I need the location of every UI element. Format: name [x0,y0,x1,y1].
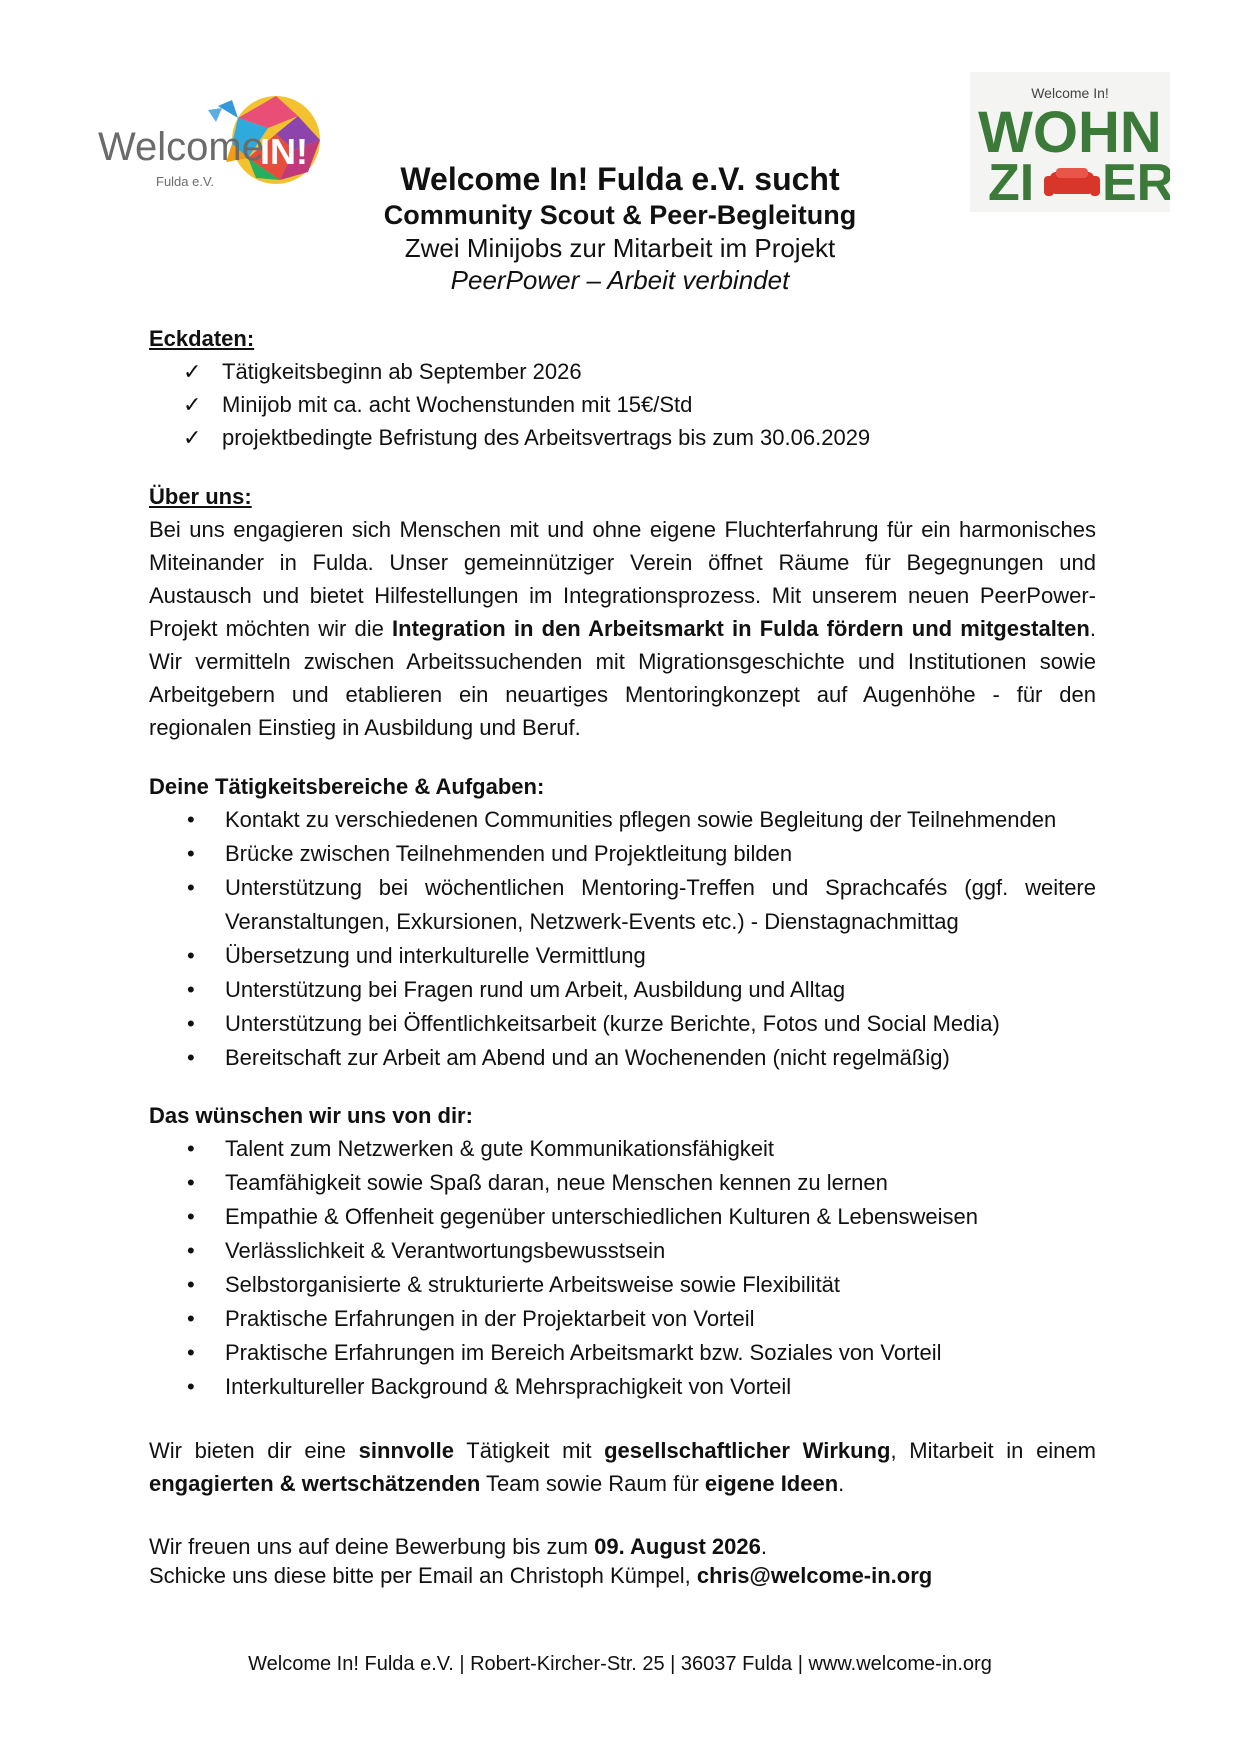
angebot-text: Wir bieten dir eine sinnvolle Tätigkeit mit gesellschaftlicher Wirkung, Mitarbeit in einem engagierten & wertschätzenden Team sowie Raum für eigene Ideen. [149,1438,1096,1496]
bullet-icon: • [187,1204,195,1229]
list-item: • Empathie & Offenheit gegenüber unterschiedlichen Kulturen & Lebensweisen [149,1200,1096,1234]
bullet-icon: • [187,977,195,1002]
list-item: • Unterstützung bei Fragen rund um Arbeit, Ausbildung und Alltag [149,973,1096,1007]
bullet-icon: • [187,1306,195,1331]
list-item: • Praktische Erfahrungen im Bereich Arbeitsmarkt bzw. Soziales von Vorteil [149,1336,1096,1370]
bullet-icon: • [187,1340,195,1365]
list-item: • Interkultureller Background & Mehrsprachigkeit von Vorteil [149,1370,1096,1404]
ueber-uns-text: Bei uns engagieren sich Menschen mit und ohne eigene Fluchterfahrung für ein harmonisches Miteinander in Fulda. Unser gemeinnütziger Verein öffnet Räume für Begegnungen und Austausch und bietet Hilfestellungen im Integrationsprozess. Mit unserem neuen PeerPower-Projekt möchten wir die Integration in den Arbeitsmarkt in Fulda fördern und mitgestalten. Wir vermitteln zwischen Arbeitssuchenden mit Migrationsgeschichte und Institutionen sowie Arbeitgebern und etablieren ein neuartiges Mentoringkonzept auf Augenhöhe - für den regionalen Einstieg in Ausbildung und Beruf. [149,517,1096,740]
bewerbung-deadline: Wir freuen uns auf deine Bewerbung bis zum 09. August 2026. [149,1534,767,1559]
bullet-icon: • [187,1011,195,1036]
list-item: • Unterstützung bei wöchentlichen Mentoring-Treffen und Sprachcafés (ggf. weitere Veranstaltungen, Exkursionen, Netzwerk-Events etc.) - Dienstagnachmittag [149,871,1096,939]
list-item: • Teamfähigkeit sowie Spaß daran, neue Menschen kennen zu lernen [149,1166,1096,1200]
list-item: • Brücke zwischen Teilnehmenden und Projektleitung bilden [149,837,1096,871]
bullet-icon: • [187,1136,195,1161]
list-item: • Selbstorganisierte & strukturierte Arbeitsweise sowie Flexibilität [149,1268,1096,1302]
list-item: • Verlässlichkeit & Verantwortungsbewusstsein [149,1234,1096,1268]
checkmark-icon: ✓ [183,392,202,417]
bullet-icon: • [187,807,195,832]
list-item: • Talent zum Netzwerken & gute Kommunikationsfähigkeit [149,1132,1096,1166]
list-item: • Praktische Erfahrungen in der Projektarbeit von Vorteil [149,1302,1096,1336]
eckdaten-heading: Eckdaten: [149,326,255,351]
welcome-in-logo [98,88,323,198]
email-link[interactable]: chris@welcome-in.org [696,1563,933,1588]
aufgaben-heading: Deine Tätigkeitsbereiche & Aufgaben: [149,774,545,799]
header-line-3: Zwei Minijobs zur Mitarbeit im Projekt [404,233,836,263]
bullet-icon: • [187,1272,195,1297]
list-item: • Bereitschaft zur Arbeit am Abend und an Wochenenden (nicht regelmäßig) [149,1041,1096,1075]
svg-text:Fulda e.V.: Fulda e.V. [156,174,215,189]
list-item: • Unterstützung bei Öffentlichkeitsarbeit (kurze Berichte, Fotos und Social Media) [149,1007,1096,1041]
checkmark-icon: ✓ [183,425,202,450]
list-item: ✓ Minijob mit ca. acht Wochenstunden mit 15€/Std [149,388,1096,421]
svg-text:ZI: ZI [988,154,1035,212]
ueber-uns-heading: Über uns: [149,484,252,509]
bullet-icon: • [187,1374,195,1399]
wuensche-list [149,1132,1096,1404]
bullet-icon: • [187,1238,195,1263]
header-line-4: PeerPower – Arbeit verbindet [450,265,790,295]
posting-header [300,160,940,296]
checkmark-icon: ✓ [183,359,202,384]
svg-text:ER: ER [1102,154,1170,212]
wuensche-heading: Das wünschen wir uns von dir: [149,1103,473,1128]
svg-text:Welcome In!: Welcome In! [1031,85,1109,101]
bewerbung-contact: Schicke uns diese bitte per Email an Christoph Kümpel, chris@welcome-in.org [149,1563,933,1588]
bullet-icon: • [187,875,195,900]
wohnzimmer-logo [970,72,1170,212]
bullet-icon: • [187,1170,195,1195]
bullet-icon: • [187,1045,195,1070]
bullet-icon: • [187,841,195,866]
page-title: Welcome In! Fulda e.V. sucht [400,161,840,197]
bullet-icon: • [187,943,195,968]
list-item: ✓ projektbedingte Befristung des Arbeitsvertrags bis zum 30.06.2029 [149,421,1096,454]
list-item: • Übersetzung und interkulturelle Vermittlung [149,939,1096,973]
aufgaben-list [149,803,1096,1075]
page-footer: Welcome In! Fulda e.V. | Robert-Kircher-Str. 25 | 36037 Fulda | www.welcome-in.org [248,1653,992,1675]
list-item: • Kontakt zu verschiedenen Communities pflegen sowie Begleitung der Teilnehmenden [149,803,1096,837]
list-item: ✓ Tätigkeitsbeginn ab September 2026 [149,355,1096,388]
svg-text:Welcome: Welcome [98,125,264,169]
svg-text:WOHN: WOHN [978,100,1162,165]
page-subtitle: Community Scout & Peer-Begleitung [383,200,857,230]
posting-body [149,322,1096,1589]
eckdaten-list [149,355,1096,454]
svg-text:IN!: IN! [260,131,308,172]
